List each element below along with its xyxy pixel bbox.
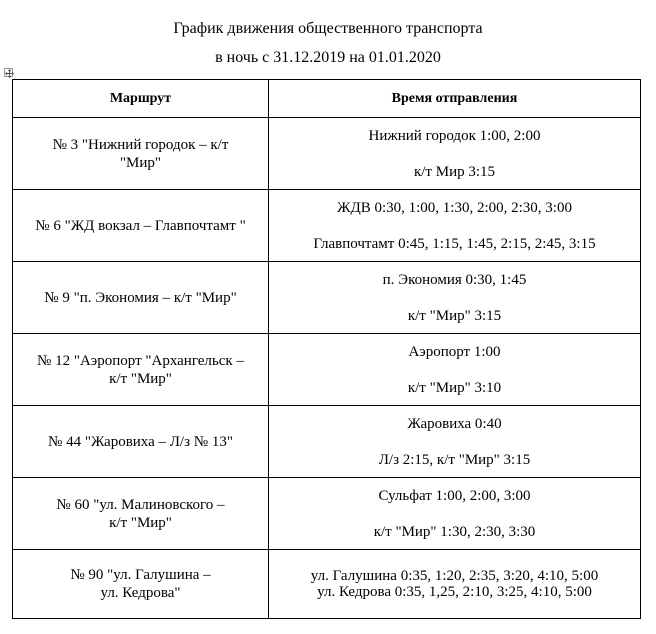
time-cell — [269, 190, 641, 262]
departure-times-line: Л/з 2:15, к/т "Мир" 3:15 — [378, 451, 531, 468]
departure-times-line: Главпочтамт 0:45, 1:15, 1:45, 2:15, 2:45, 3:15 — [313, 235, 596, 252]
route-name-line: к/т "Мир" — [109, 370, 172, 387]
departure-times-line: ул. Галушина 0:35, 1:20, 2:35, 3:20, 4:10, 5:00 — [310, 568, 599, 584]
time-cell — [269, 262, 641, 334]
route-name-line: к/т "Мир" — [109, 514, 172, 531]
route-name-line: № 6 "ЖД вокзал – Главпочтамт " — [35, 217, 246, 234]
table-row — [13, 406, 641, 478]
column-header-route: Маршрут — [13, 80, 269, 118]
departure-times-line: п. Экономия 0:30, 1:45 — [382, 271, 527, 288]
route-name-line: № 90 "ул. Галушина – — [70, 567, 211, 583]
route-cell — [13, 334, 269, 406]
departure-times-line: Нижний городок 1:00, 2:00 — [368, 127, 541, 144]
route-name-line: № 12 "Аэропорт "Архангельск – — [37, 352, 244, 369]
time-cell — [269, 478, 641, 550]
route-cell — [13, 550, 269, 619]
departure-times-line: к/т "Мир" 3:10 — [407, 379, 502, 396]
route-cell — [13, 118, 269, 190]
table-move-handle-icon[interactable] — [4, 68, 13, 77]
table-row — [13, 190, 641, 262]
route-cell — [13, 190, 269, 262]
route-cell — [13, 478, 269, 550]
table-row — [13, 334, 641, 406]
departure-times-line: ул. Кедрова 0:35, 1,25, 2:10, 3:25, 4:10, 5:00 — [317, 584, 592, 600]
table-row — [13, 550, 641, 619]
departure-times-line: Сульфат 1:00, 2:00, 3:00 — [378, 487, 531, 504]
departure-times-line: ЖДВ 0:30, 1:00, 1:30, 2:00, 2:30, 3:00 — [337, 199, 572, 216]
departure-times-line: к/т "Мир" 3:15 — [407, 307, 502, 324]
route-name-line: "Мир" — [119, 154, 162, 171]
document-subtitle: в ночь с 31.12.2019 на 01.01.2020 — [215, 49, 441, 66]
route-cell — [13, 262, 269, 334]
time-cell — [269, 334, 641, 406]
table-header-row — [13, 80, 641, 118]
time-cell — [269, 118, 641, 190]
time-cell — [269, 406, 641, 478]
route-cell — [13, 406, 269, 478]
route-name-line: № 9 "п. Экономия – к/т "Мир" — [44, 289, 237, 306]
departure-times-line: к/т Мир 3:15 — [413, 163, 496, 180]
column-header-departure-time: Время отправления — [269, 80, 641, 118]
route-name-line: № 44 "Жаровиха – Л/з № 13" — [48, 433, 233, 450]
departure-times-line: Жаровиха 0:40 — [407, 415, 502, 432]
time-cell — [269, 550, 641, 619]
table-row — [13, 118, 641, 190]
table-row — [13, 262, 641, 334]
table-row — [13, 478, 641, 550]
route-name-line: ул. Кедрова" — [100, 585, 181, 601]
route-name-line: № 60 "ул. Малиновского – — [56, 496, 225, 513]
schedule-table — [12, 79, 641, 619]
departure-times-line: к/т "Мир" 1:30, 2:30, 3:30 — [373, 523, 536, 540]
departure-times-line: Аэропорт 1:00 — [408, 343, 501, 360]
document-title: График движения общественного транспорта — [173, 20, 483, 37]
route-name-line: № 3 "Нижний городок – к/т — [52, 136, 229, 153]
